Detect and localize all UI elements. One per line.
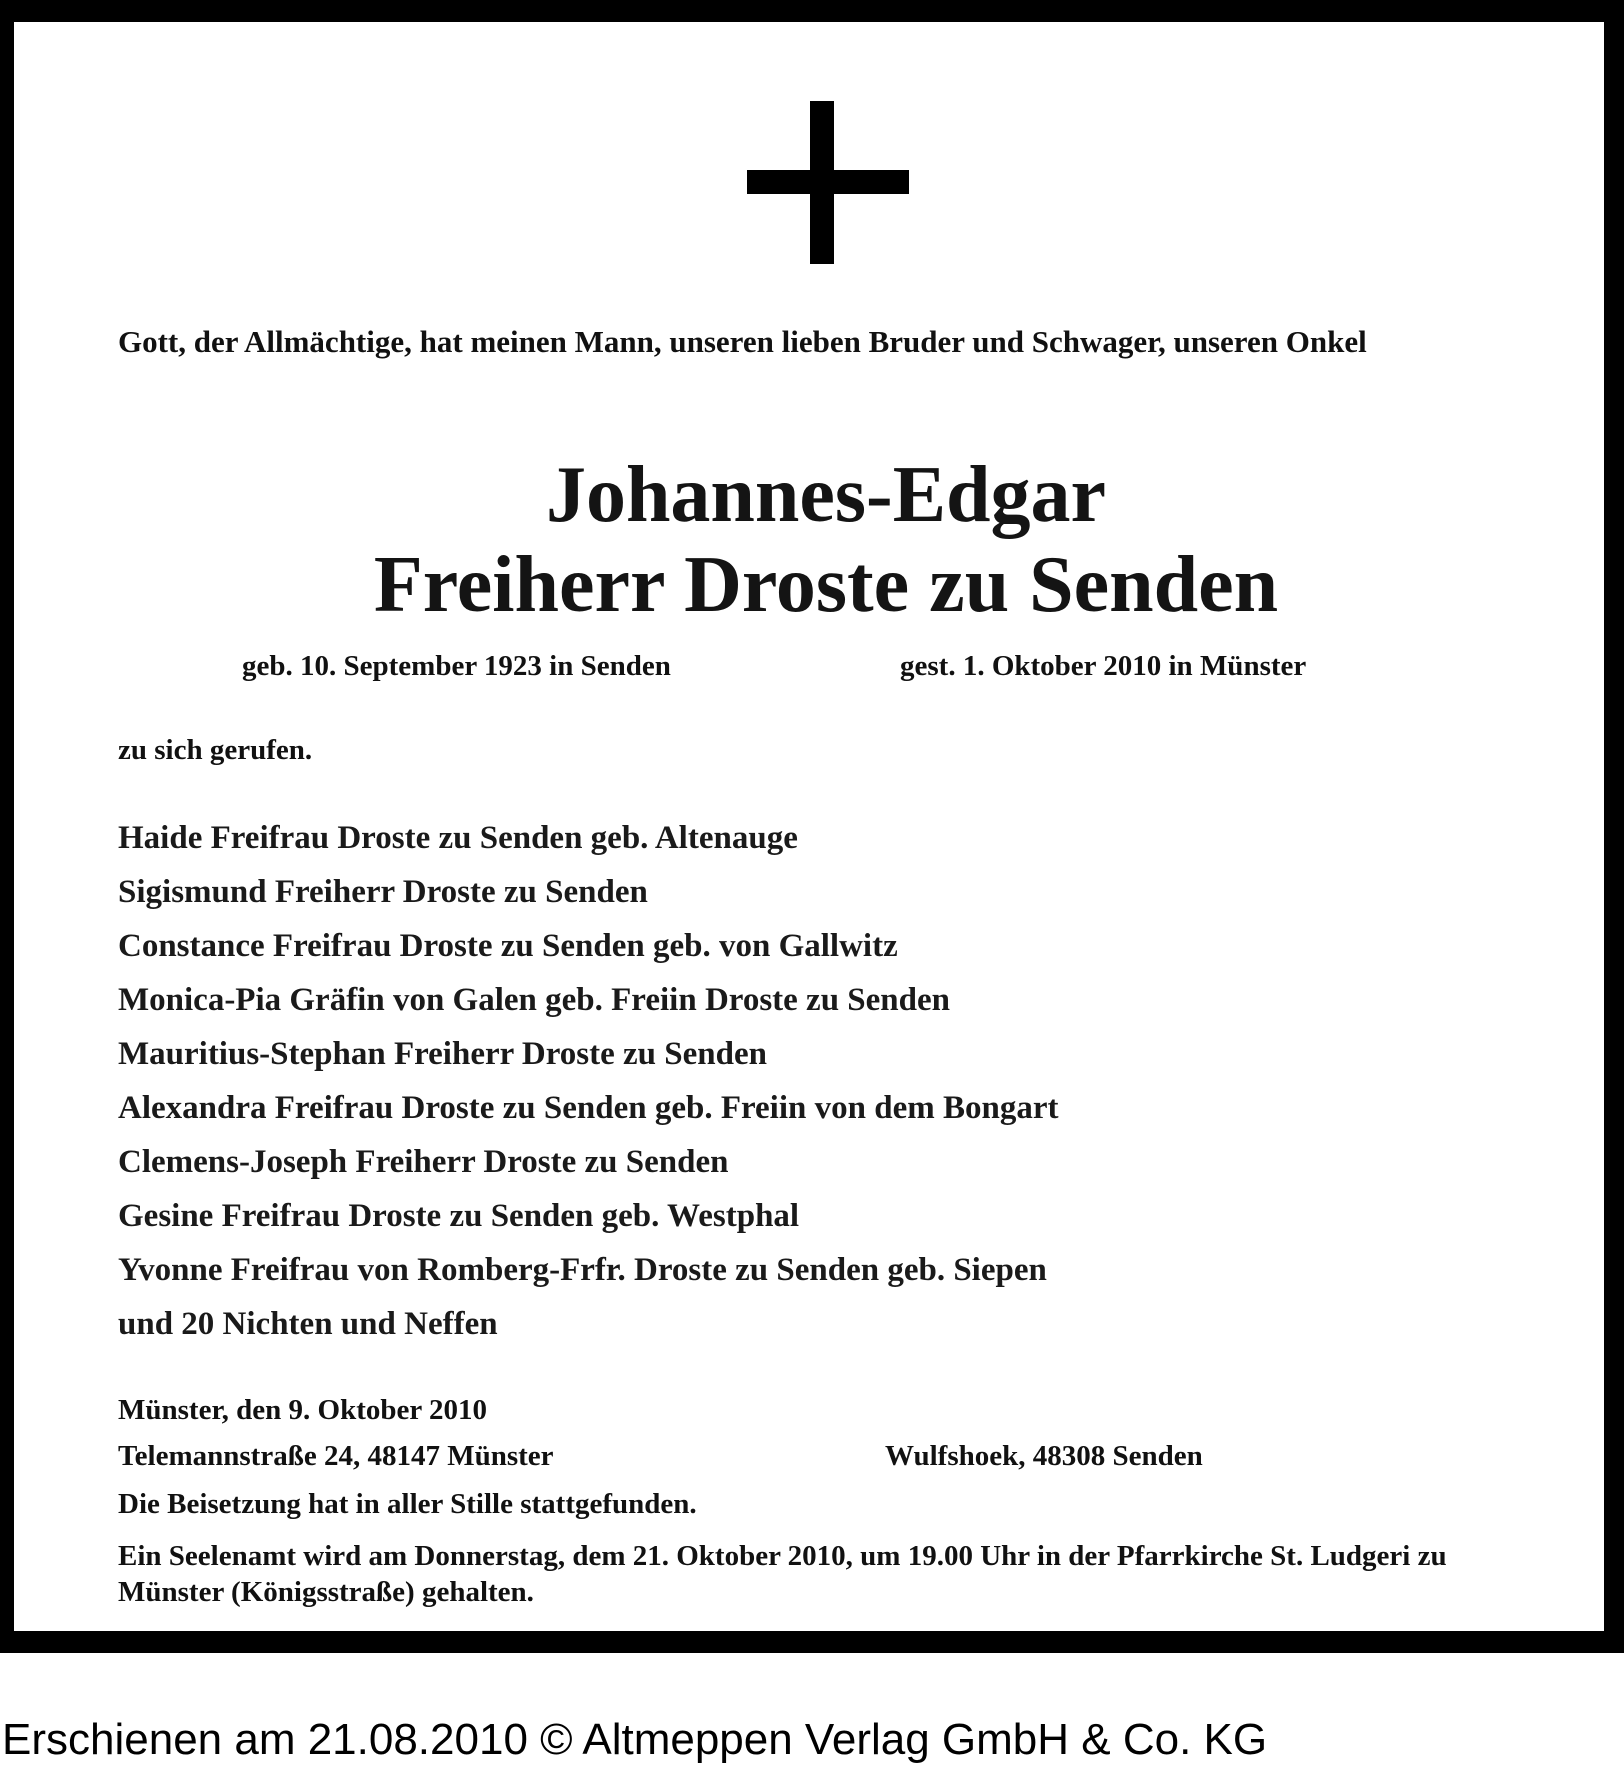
deceased-name-line2: Freiherr Droste zu Senden	[373, 541, 1279, 629]
mourner-name: Monica-Pia Gräfin von Galen geb. Freiin Droste zu Senden	[118, 982, 951, 1018]
mourner-name: Sigismund Freiherr Droste zu Senden	[118, 874, 648, 910]
intro-text: Gott, der Allmächtige, hat meinen Mann, unseren lieben Bruder und Schwager, unseren Onkel	[118, 324, 1367, 359]
mourner-name: Yvonne Freifrau von Romberg-Frfr. Droste zu Senden geb. Siepen	[118, 1252, 1047, 1288]
address-senden: Wulfshoek, 48308 Senden	[885, 1440, 1203, 1472]
mourner-name: Alexandra Freifrau Droste zu Senden geb. Freiin von dem Bongart	[118, 1090, 1059, 1126]
requiem-mass-note: Ein Seelenamt wird am Donnerstag, dem 21. Oktober 2010, um 19.00 Uhr in der Pfarrkirche St. Ludgeri zu Münster (Königsstraße) gehalten.	[118, 1540, 1447, 1608]
mourner-name: Constance Freifrau Droste zu Senden geb. von Gallwitz	[118, 928, 898, 964]
address-muenster: Telemannstraße 24, 48147 Münster	[118, 1440, 554, 1472]
mourner-name: Clemens-Joseph Freiherr Droste zu Senden	[118, 1144, 729, 1180]
mourner-name: Gesine Freifrau Droste zu Senden geb. Westphal	[118, 1198, 800, 1234]
death-date: gest. 1. Oktober 2010 in Münster	[900, 650, 1307, 682]
mourners-list	[118, 811, 1058, 1351]
mourner-name: Mauritius-Stephan Freiherr Droste zu Senden	[118, 1036, 767, 1072]
mourner-name: Haide Freifrau Droste zu Senden geb. Altenauge	[118, 820, 798, 856]
mourner-name: und 20 Nichten und Neffen	[118, 1306, 498, 1342]
called-text: zu sich gerufen.	[118, 734, 313, 766]
birth-date: geb. 10. September 1923 in Senden	[242, 650, 671, 682]
place-and-date: Münster, den 9. Oktober 2010	[118, 1394, 487, 1426]
publication-footer: Erschienen am 21.08.2010 © Altmeppen Verlag GmbH & Co. KG	[2, 1715, 1268, 1764]
burial-note: Die Beisetzung hat in aller Stille stattgefunden.	[118, 1488, 697, 1520]
deceased-name-line1: Johannes-Edgar	[545, 451, 1107, 539]
